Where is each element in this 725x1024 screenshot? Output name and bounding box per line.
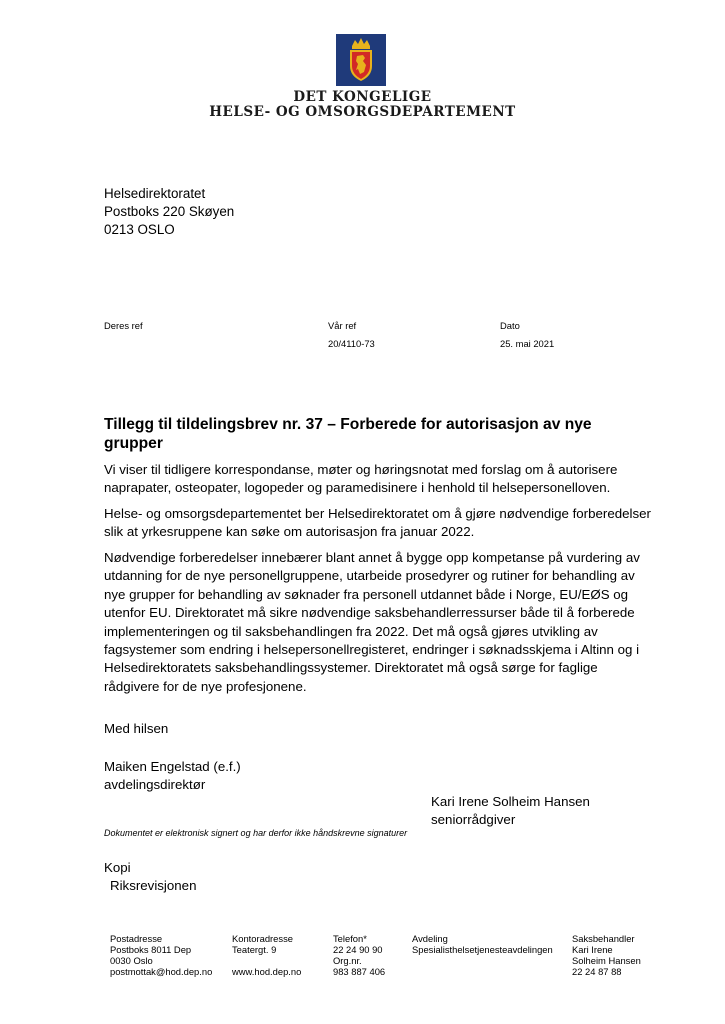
footer-saksbehandler-name2: Solheim Hansen (572, 955, 641, 966)
recipient-line1: Helsedirektoratet (104, 186, 206, 201)
signer2-title: seniorrådgiver (431, 812, 516, 827)
paragraph-1: Vi viser til tidligere korrespondanse, møter og høringsnotat med forslag om å autorisere naprapater, osteopater, logopeder og paramedisinere i henhold til helsepersonelloven. (104, 462, 618, 496)
signer1 (104, 758, 241, 794)
footer-saksbehandler-name1: Kari Irene (572, 944, 613, 955)
footer-telefon (333, 933, 385, 977)
footer-telefon-number: 22 24 90 90 (333, 944, 383, 955)
letter-title: Tillegg til tildelingsbrev nr. 37 – Forberede for autorisasjon av nye grupper (104, 416, 592, 452)
var-ref-label: Vår ref (328, 320, 357, 331)
footer-kontoradresse-line1: Teatergt. 9 (232, 944, 277, 955)
footer-postadresse-line1: Postboks 8011 Dep (110, 944, 192, 955)
footer-avdeling-value: Spesialisthelsetjenesteavdelingen (412, 944, 553, 955)
recipient-line3: 0213 OSLO (104, 222, 175, 237)
footer-postadresse-line2: 0030 Oslo (110, 955, 153, 966)
footer-postadresse (110, 933, 212, 977)
deres-ref-label: Deres ref (104, 320, 143, 331)
recipient-address (104, 185, 234, 239)
signer2-name: Kari Irene Solheim Hansen (431, 794, 590, 809)
dato-label: Dato (500, 320, 520, 331)
footer-saksbehandler (572, 933, 641, 977)
signature-note: Dokumentet er elektronisk signert og har derfor ikke håndskrevne signaturer (104, 828, 408, 838)
footer-kontoradresse-label: Kontoradresse (232, 933, 293, 944)
footer-telefon-label: Telefon* (333, 933, 367, 944)
ministry-name-line2: HELSE- OG OMSORGSDEPARTEMENT (209, 104, 516, 120)
footer-saksbehandler-phone: 22 24 87 88 (572, 966, 622, 977)
copy-label: Kopi (104, 860, 131, 875)
royal-coat-of-arms-icon (336, 34, 386, 86)
recipient-line2: Postboks 220 Skøyen (104, 204, 235, 219)
closing-greeting: Med hilsen (104, 721, 169, 736)
footer-avdeling-label: Avdeling (412, 933, 448, 944)
dato-value: 25. mai 2021 (500, 338, 555, 349)
paragraph-2: Helse- og omsorgsdepartementet ber Helsedirektoratet om å gjøre nødvendige forberedelser slik at yrkesruppene kan søke om autorisasjon fra januar 2022. (104, 506, 651, 540)
footer-kontoradresse (232, 933, 301, 977)
footer-kontoradresse-line2 (232, 955, 301, 966)
signer1-title: avdelingsdirektør (104, 777, 206, 792)
footer-orgnr-label: Org.nr. (333, 955, 362, 966)
copy-recipient: Riksrevisjonen (110, 878, 197, 893)
footer-postadresse-email: postmottak@hod.dep.no (110, 966, 213, 977)
ministry-name-line1: DET KONGELIGE (293, 89, 432, 105)
footer-website: www.hod.dep.no (232, 966, 302, 977)
footer-saksbehandler-label: Saksbehandler (572, 933, 635, 944)
signer1-name: Maiken Engelstad (e.f.) (104, 759, 241, 774)
var-ref-value: 20/4110-73 (328, 338, 375, 349)
footer-postadresse-label: Postadresse (110, 933, 163, 944)
footer-orgnr-value: 983 887 406 (333, 966, 386, 977)
footer-avdeling (412, 933, 553, 955)
signer2 (431, 793, 590, 829)
paragraph-3: Nødvendige forberedelser innebærer blant annet å bygge opp kompetanse på vurdering av utdanning for de nye personellgruppene, utarbeide prosedyrer og rutiner for behandling av nye grupper for behandling av søknader fra personell utdannet både i Norge, EU/EØS og utenfor EU. Direktoratet må sikre nødvendige saksbehandlerressurser både til å forberede implementeringen og til saksbehandlingen fra 2022. Det må også gjøres utvikling av fagsystemer som endring i helsepersonellregisteret, endringer i søknadsskjema i Altinn og i Helsedirektoratets saksbehandlingssystemer. Direktoratet må også sørge for faglige rådgivere for de nye profesjonene. (104, 550, 640, 694)
